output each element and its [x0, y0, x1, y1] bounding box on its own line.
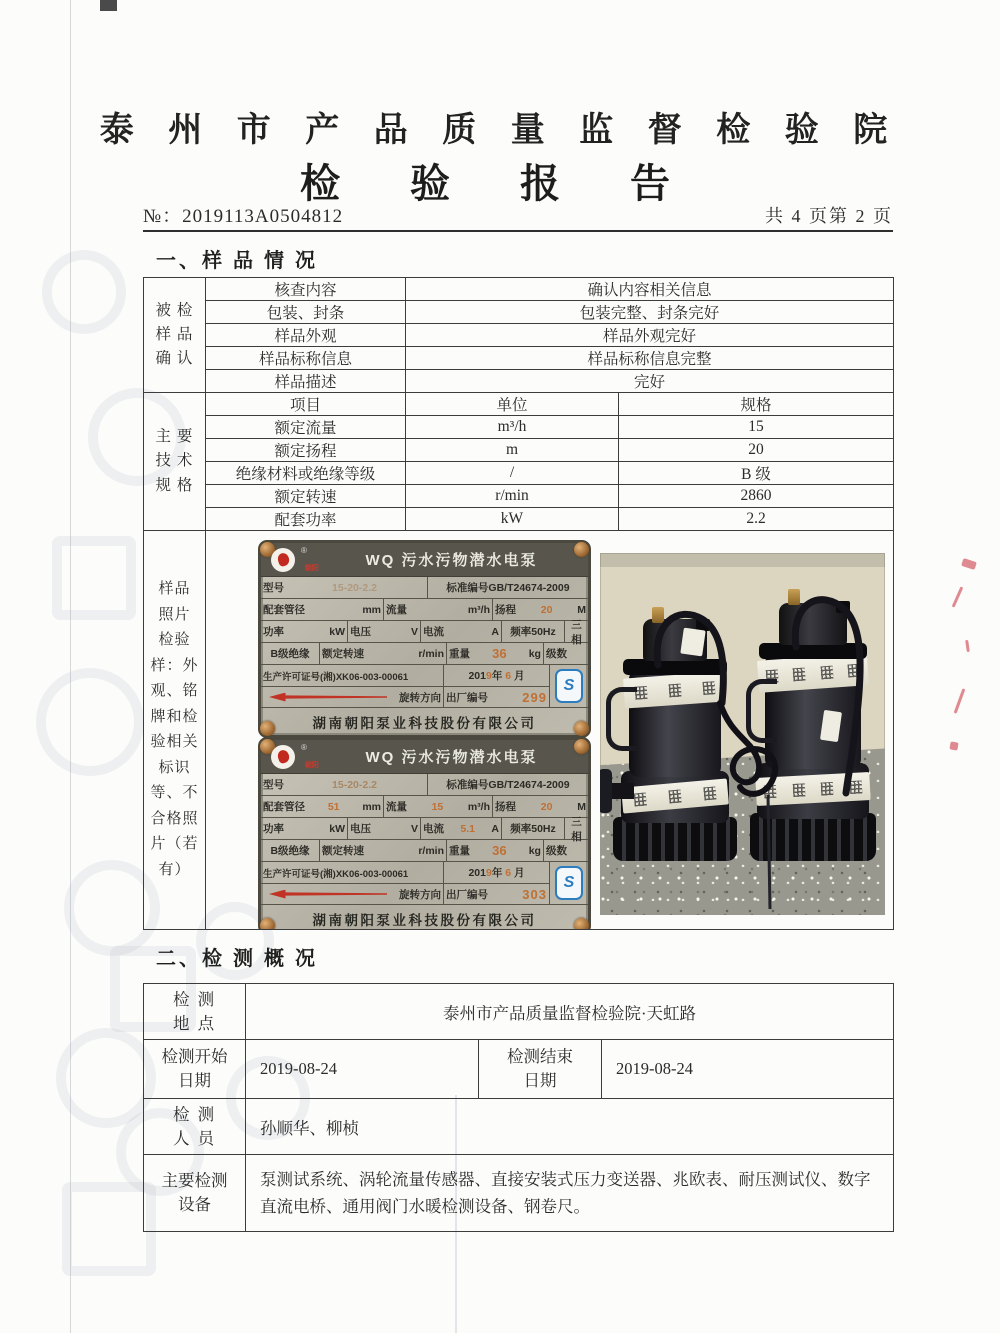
- confirm-group-label: 被 检 样 品 确 认: [144, 278, 206, 393]
- cert-mark-cell: [549, 665, 588, 707]
- confirm-label: 核查内容: [206, 278, 406, 301]
- table-row: [144, 370, 894, 393]
- pipe-unit: mm: [362, 603, 381, 616]
- weight-value: 36: [492, 843, 507, 858]
- rivet-icon: [574, 721, 589, 736]
- table-row: [144, 324, 894, 347]
- staff-label: 检 测 人 员: [144, 1099, 246, 1155]
- registered-mark: ®: [301, 546, 307, 555]
- report-number-row: [143, 198, 893, 232]
- date-part: 6: [505, 669, 512, 682]
- date-part: 9: [486, 669, 492, 682]
- flow-label: 流量: [386, 604, 407, 616]
- freq-text: 频率50Hz: [510, 626, 556, 638]
- table-row: [144, 1155, 894, 1232]
- weight-label: 重量: [449, 648, 470, 660]
- spec-item: 绝缘材料或绝缘等级: [206, 462, 406, 485]
- serial-label: 出厂编号: [446, 888, 488, 901]
- spec-unit: /: [406, 462, 619, 485]
- flow-unit: m³/h: [467, 603, 490, 616]
- confirm-value: 确认内容相关信息: [406, 278, 894, 301]
- power-unit: kW: [329, 625, 345, 638]
- date-part: 201: [468, 669, 486, 682]
- speed-unit: r/min: [418, 844, 444, 857]
- nameplate-row-rotation: [261, 687, 549, 707]
- serial-label: 出厂编号: [446, 691, 488, 704]
- model-label: 型号: [263, 582, 284, 594]
- report-number-label: №：: [143, 206, 183, 227]
- sample-info-table: [143, 277, 894, 930]
- spec-value: 2.2: [619, 508, 894, 531]
- pipe-unit: mm: [362, 800, 381, 813]
- rivet-icon: [574, 739, 589, 754]
- page-info: 共 4 页第 2 页: [765, 206, 893, 226]
- pipe-label: 配套管径: [263, 604, 305, 616]
- phase-text: 三相: [571, 815, 582, 843]
- table-row: [144, 485, 894, 508]
- head-value: 20: [540, 603, 553, 616]
- spec-value: 15: [619, 416, 894, 439]
- nameplate-title: WQ 污水污物潜水电泵: [365, 552, 538, 569]
- freq-text: 频率50Hz: [510, 823, 556, 835]
- model-value: 15-20-2.2: [332, 581, 377, 594]
- date-part: 月: [514, 867, 525, 879]
- cables-overlay: [600, 553, 885, 915]
- start-date-label: 检测开始 日期: [144, 1040, 246, 1099]
- photo-group-label: 样品 照片 检验 样：外 观、铭 牌和检 验相关 标识 等、不 合格照 片（若 有）: [144, 531, 206, 930]
- nameplate-license-block: [261, 665, 588, 708]
- confirm-value: 样品外观完好: [406, 324, 894, 347]
- registered-mark: ®: [301, 743, 307, 752]
- nameplate-header: [261, 740, 588, 774]
- table-row: [144, 462, 894, 485]
- volt-label: 电压: [350, 626, 371, 638]
- brand-name: 朝阳: [304, 565, 319, 572]
- spec-header-item: 项目: [206, 393, 406, 416]
- stage-label: 级数: [546, 845, 567, 857]
- cert-s-mark-icon: S: [555, 669, 583, 703]
- spec-unit: r/min: [406, 485, 619, 508]
- company-name: 湖南朝阳泵业科技股份有限公司: [312, 715, 537, 731]
- license-text: 生产许可证号(湘)XK06-003-00061: [263, 868, 409, 880]
- confirm-label: 样品描述: [206, 370, 406, 393]
- date-part: 月: [514, 670, 525, 682]
- section1-title: 一、样 品 情 况: [156, 250, 318, 272]
- nameplate-row-model: [261, 774, 588, 796]
- rotation-label: 旋转方向: [399, 691, 441, 704]
- head-unit: M: [577, 800, 586, 813]
- watermark-ring: [42, 250, 126, 334]
- confirm-value: 样品标称信息完整: [406, 347, 894, 370]
- rotation-arrow-icon: [269, 693, 387, 702]
- std-text: 标准编号GB/T24674-2009: [446, 582, 570, 594]
- rivet-icon: [260, 918, 275, 930]
- table-row: [144, 1040, 894, 1099]
- date-part: 201: [468, 866, 486, 879]
- current-label: 电流: [423, 626, 444, 638]
- spec-value: 20: [619, 439, 894, 462]
- volt-unit: V: [410, 822, 418, 835]
- nameplate-row-license: [261, 862, 549, 884]
- nameplate-row-license: [261, 665, 549, 687]
- weight-value: 36: [492, 646, 507, 661]
- spec-item: 额定扬程: [206, 439, 406, 462]
- volt-unit: V: [410, 625, 418, 638]
- spec-group-label: 主 要 技 术 规 格: [144, 393, 206, 531]
- head-value: 20: [540, 800, 553, 813]
- insul-text: B级绝缘: [270, 648, 310, 660]
- head-unit: M: [577, 603, 586, 616]
- spec-item: 额定流量: [206, 416, 406, 439]
- nameplate-row-pipe: [261, 599, 588, 621]
- report-number: [143, 201, 343, 230]
- equipment-value: 泵测试系统、涡轮流量传感器、直接安装式压力变送器、兆欧表、耐压测试仪、数字直流电桥、通用阀门水暖检测设备、钢卷尺。: [246, 1155, 894, 1232]
- table-row: [144, 1099, 894, 1155]
- serial-value: 299: [522, 689, 547, 705]
- watermark-ring: [52, 536, 136, 620]
- current-value: 5.1: [460, 822, 475, 835]
- nameplate-row-power: [261, 815, 588, 843]
- license-text: 生产许可证号(湘)XK06-003-00061: [263, 671, 409, 683]
- location-value: 泰州市产品质量监督检验院·天虹路: [246, 984, 894, 1040]
- confirm-value: 包装完整、封条完好: [406, 301, 894, 324]
- doc-title: 检 验 报 告: [300, 161, 700, 206]
- spec-unit: m: [406, 439, 619, 462]
- table-row: [144, 508, 894, 531]
- spec-unit: kW: [406, 508, 619, 531]
- current-label: 电流: [423, 823, 444, 835]
- nameplate-license-block: [261, 862, 588, 905]
- staff-value: 孙顺华、柳桢: [246, 1099, 894, 1155]
- spec-item: 额定转速: [206, 485, 406, 508]
- nameplate-header: [261, 543, 588, 577]
- spec-item: 配套功率: [206, 508, 406, 531]
- spec-header-unit: 单位: [406, 393, 619, 416]
- nameplate-row-insul: [261, 643, 588, 665]
- flow-value: 15: [431, 800, 444, 813]
- phase-text: 三相: [571, 618, 582, 646]
- table-row: [144, 393, 894, 416]
- end-date-label: 检测结束 日期: [479, 1040, 602, 1099]
- pumps-photo: [600, 553, 885, 915]
- weight-label: 重量: [449, 845, 470, 857]
- brand-logo-icon: [271, 745, 295, 769]
- flame-icon: [276, 749, 290, 765]
- power-label: 功率: [263, 823, 284, 835]
- watermark-ring: [62, 1182, 156, 1276]
- rivet-icon: [574, 542, 589, 557]
- spec-value: B 级: [619, 462, 894, 485]
- model-label: 型号: [263, 779, 284, 791]
- brand-name: 朝阳: [304, 762, 319, 769]
- confirm-label: 样品外观: [206, 324, 406, 347]
- cert-mark-cell: [549, 862, 588, 904]
- flame-icon: [276, 552, 290, 568]
- confirm-label: 样品标称信息: [206, 347, 406, 370]
- date-part: 年: [491, 670, 503, 682]
- table-row: [144, 416, 894, 439]
- red-pen-mark: [952, 586, 964, 607]
- table-row: [144, 531, 894, 930]
- power-label: 功率: [263, 626, 284, 638]
- rotation-arrow-icon: [269, 890, 387, 899]
- flow-unit: m³/h: [467, 800, 490, 813]
- nameplate-photo-1: [258, 540, 591, 738]
- company-name: 湖南朝阳泵业科技股份有限公司: [312, 912, 537, 928]
- sample-photos-cell: [206, 531, 894, 930]
- power-unit: kW: [329, 822, 345, 835]
- nameplate-photo-2: [258, 737, 591, 930]
- current-unit: A: [491, 625, 499, 638]
- brand-logo-icon: [271, 548, 295, 572]
- scan-corner-mark: [100, 0, 117, 11]
- date-part: 年: [491, 867, 503, 879]
- spec-value: 2860: [619, 485, 894, 508]
- red-pen-mark: [961, 558, 977, 570]
- watermark-ring: [36, 668, 144, 776]
- pipe-value: 51: [327, 800, 340, 813]
- report-number-value: 2019113A0504812: [182, 206, 344, 227]
- nameplate-row-pipe: [261, 796, 588, 818]
- table-row: [144, 301, 894, 324]
- org-title: 泰 州 市 产 品 质 量 监 督 检 验 院: [99, 112, 901, 149]
- red-pen-mark: [954, 688, 966, 713]
- date-part: 9: [486, 866, 492, 879]
- pipe-label: 配套管径: [263, 801, 305, 813]
- flow-label: 流量: [386, 801, 407, 813]
- red-pen-mark: [949, 741, 958, 750]
- speed-unit: r/min: [418, 647, 444, 660]
- serial-value: 303: [522, 886, 547, 902]
- stage-label: 级数: [546, 648, 567, 660]
- insul-text: B级绝缘: [270, 845, 310, 857]
- model-value: 15-20-2.2: [332, 778, 377, 791]
- confirm-label: 包装、封条: [206, 301, 406, 324]
- start-date-value: 2019-08-24: [246, 1040, 479, 1099]
- rivet-icon: [260, 721, 275, 736]
- table-row: [144, 984, 894, 1040]
- table-row: [144, 347, 894, 370]
- speed-label: 额定转速: [322, 845, 364, 857]
- table-row: [144, 439, 894, 462]
- section2-title: 二、检 测 概 况: [156, 948, 318, 970]
- current-unit: A: [491, 822, 499, 835]
- rivet-icon: [574, 918, 589, 930]
- date-part: 6: [505, 866, 512, 879]
- spec-header-spec: 规格: [619, 393, 894, 416]
- nameplate-row-rotation: [261, 884, 549, 904]
- spec-unit: m³/h: [406, 416, 619, 439]
- head-label: 扬程: [495, 801, 516, 813]
- std-text: 标准编号GB/T24674-2009: [446, 779, 570, 791]
- nameplate-row-power: [261, 618, 588, 646]
- head-label: 扬程: [495, 604, 516, 616]
- nameplate-row-insul: [261, 840, 588, 862]
- weight-unit: kg: [528, 844, 541, 857]
- nameplate-title: WQ 污水污物潜水电泵: [365, 749, 538, 766]
- location-label: 检 测 地 点: [144, 984, 246, 1040]
- table-row: [144, 278, 894, 301]
- confirm-value: 完好: [406, 370, 894, 393]
- red-pen-mark: [965, 640, 970, 652]
- nameplate-row-model: [261, 577, 588, 599]
- cert-s-mark-icon: S: [555, 866, 583, 900]
- rotation-label: 旋转方向: [399, 888, 441, 901]
- speed-label: 额定转速: [322, 648, 364, 660]
- test-overview-table: [143, 983, 894, 1232]
- volt-label: 电压: [350, 823, 371, 835]
- equipment-label: 主要检测 设备: [144, 1155, 246, 1232]
- weight-unit: kg: [528, 647, 541, 660]
- end-date-value: 2019-08-24: [602, 1040, 894, 1099]
